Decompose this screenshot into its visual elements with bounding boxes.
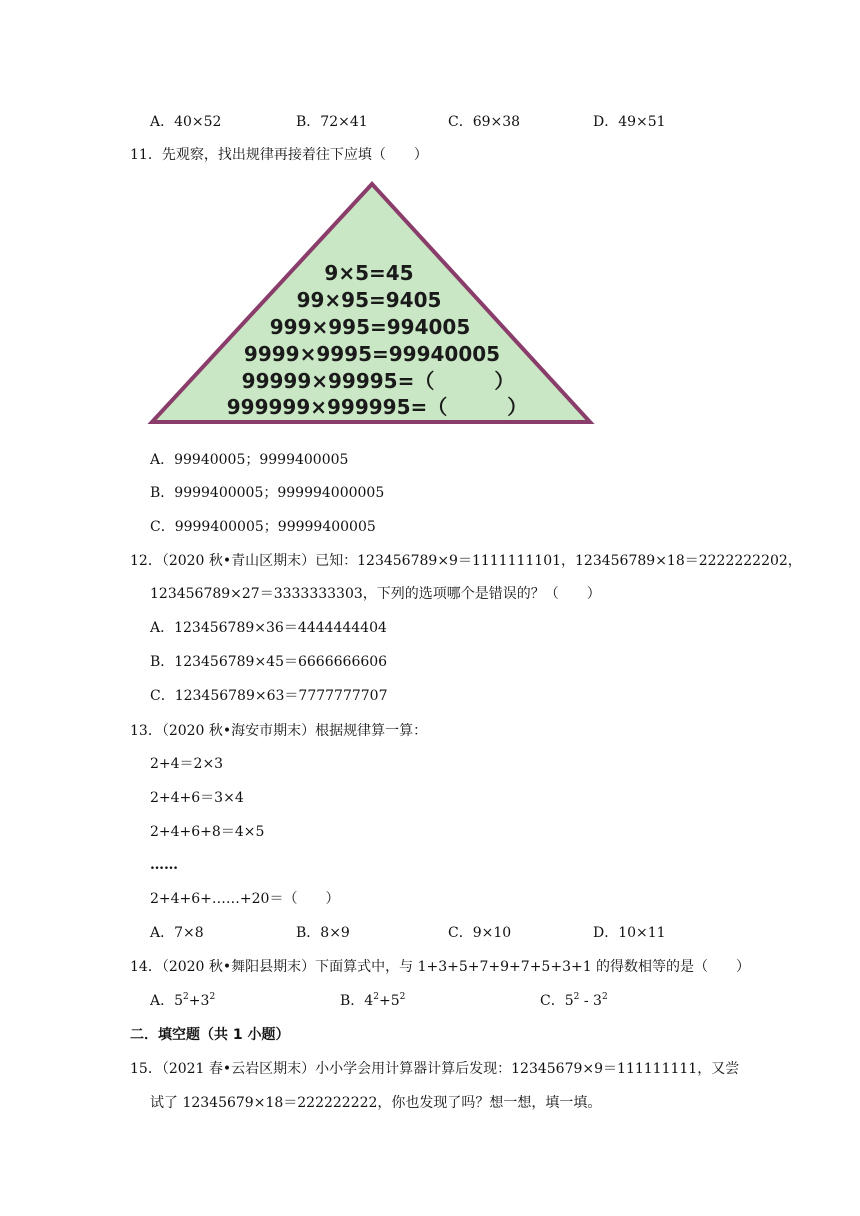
exponent: 2 [573,992,580,1002]
q11-option-b: B．9999400005；999994000005 [150,485,385,501]
q11-pattern-figure [146,178,596,428]
q13-option-c: C．9×10 [448,925,512,941]
option-label: B． [340,993,365,1009]
q13-option-d: D．10×11 [593,925,666,941]
q14-option-b [340,991,405,1011]
figure-line-3: 999×995=994005 [269,315,471,339]
figure-line-1: 9×5=45 [324,261,414,285]
option-label: C． [540,993,565,1009]
q12-stem-line1: 12．（2020 秋•青山区期末）已知：123456789×9＝1111111101，123456789×18＝2222222202， [130,553,802,569]
q13-stem: 13．（2020 秋•海安市期末）根据规律算一算： [130,723,428,739]
figure-line-2: 99×95=9405 [296,288,442,312]
q11-option-a: A．99940005；9999400005 [150,452,349,468]
option-label: A． [150,993,175,1009]
base: 5 [564,993,574,1009]
q13-ellipsis: …… [150,857,178,873]
q15-stem-line2: 试了 12345679×18＝222222222，你也发现了吗？想一想，填一填。 [150,1095,602,1111]
q12-option-b: B．123456789×45＝6666666606 [150,654,388,670]
base: 3 [200,993,210,1009]
q12-option-c: C．123456789×63＝7777777707 [150,688,388,704]
figure-line-4: 9999×9995=99940005 [243,342,501,366]
q13-question-line: 2+4+6+……+20＝（ ） [150,891,340,907]
figure-line-6: 999999×999995=（ ） [226,395,528,419]
exponent: 2 [399,992,406,1002]
q14-option-c [540,991,608,1011]
q12-option-a: A．123456789×36＝4444444404 [150,620,387,636]
q14-option-a [150,991,215,1011]
exponent: 2 [601,992,608,1002]
figure-line-5: 99999×99995=（ ） [241,369,515,393]
base: 4 [364,993,374,1009]
base: 5 [390,993,400,1009]
q13-pattern-line-2: 2+4+6＝3×4 [150,790,244,806]
section-heading: 二．填空题（共 1 小题） [130,1027,290,1043]
exponent: 2 [209,992,216,1002]
q13-option-a: A．7×8 [150,925,204,941]
q13-pattern-line-1: 2+4＝2×3 [150,756,224,772]
q10-option-c: C．69×38 [448,114,521,130]
q11-stem: 11．先观察，找出规律再接着往下应填（ ） [130,147,428,163]
operator: + [188,993,201,1009]
q13-option-b: B．8×9 [296,925,350,941]
base: 3 [593,993,602,1009]
q14-stem: 14．（2020 秋•舞阳县期末）下面算式中，与 1+3+5+7+9+7+5+3+1 的得数相等的是（ ） [130,959,751,975]
base: 5 [174,993,184,1009]
q10-option-b: B．72×41 [296,114,368,130]
exponent: 2 [183,992,189,1002]
operator: - [579,993,594,1009]
q13-pattern-line-3: 2+4+6+8＝4×5 [150,824,265,840]
operator: + [378,993,391,1009]
q11-option-c: C．9999400005；99999400005 [150,519,376,535]
q15-stem-line1: 15．（2021 春•云岩区期末）小小学会用计算器计算后发现：12345679×9＝111111111，又尝 [130,1061,740,1077]
q10-option-a: A．40×52 [150,114,222,130]
q12-stem-line2: 123456789×27＝3333333303，下列的选项哪个是错误的？（ ） [150,586,601,602]
q10-option-d: D．49×51 [593,114,666,130]
exponent: 2 [373,992,379,1002]
